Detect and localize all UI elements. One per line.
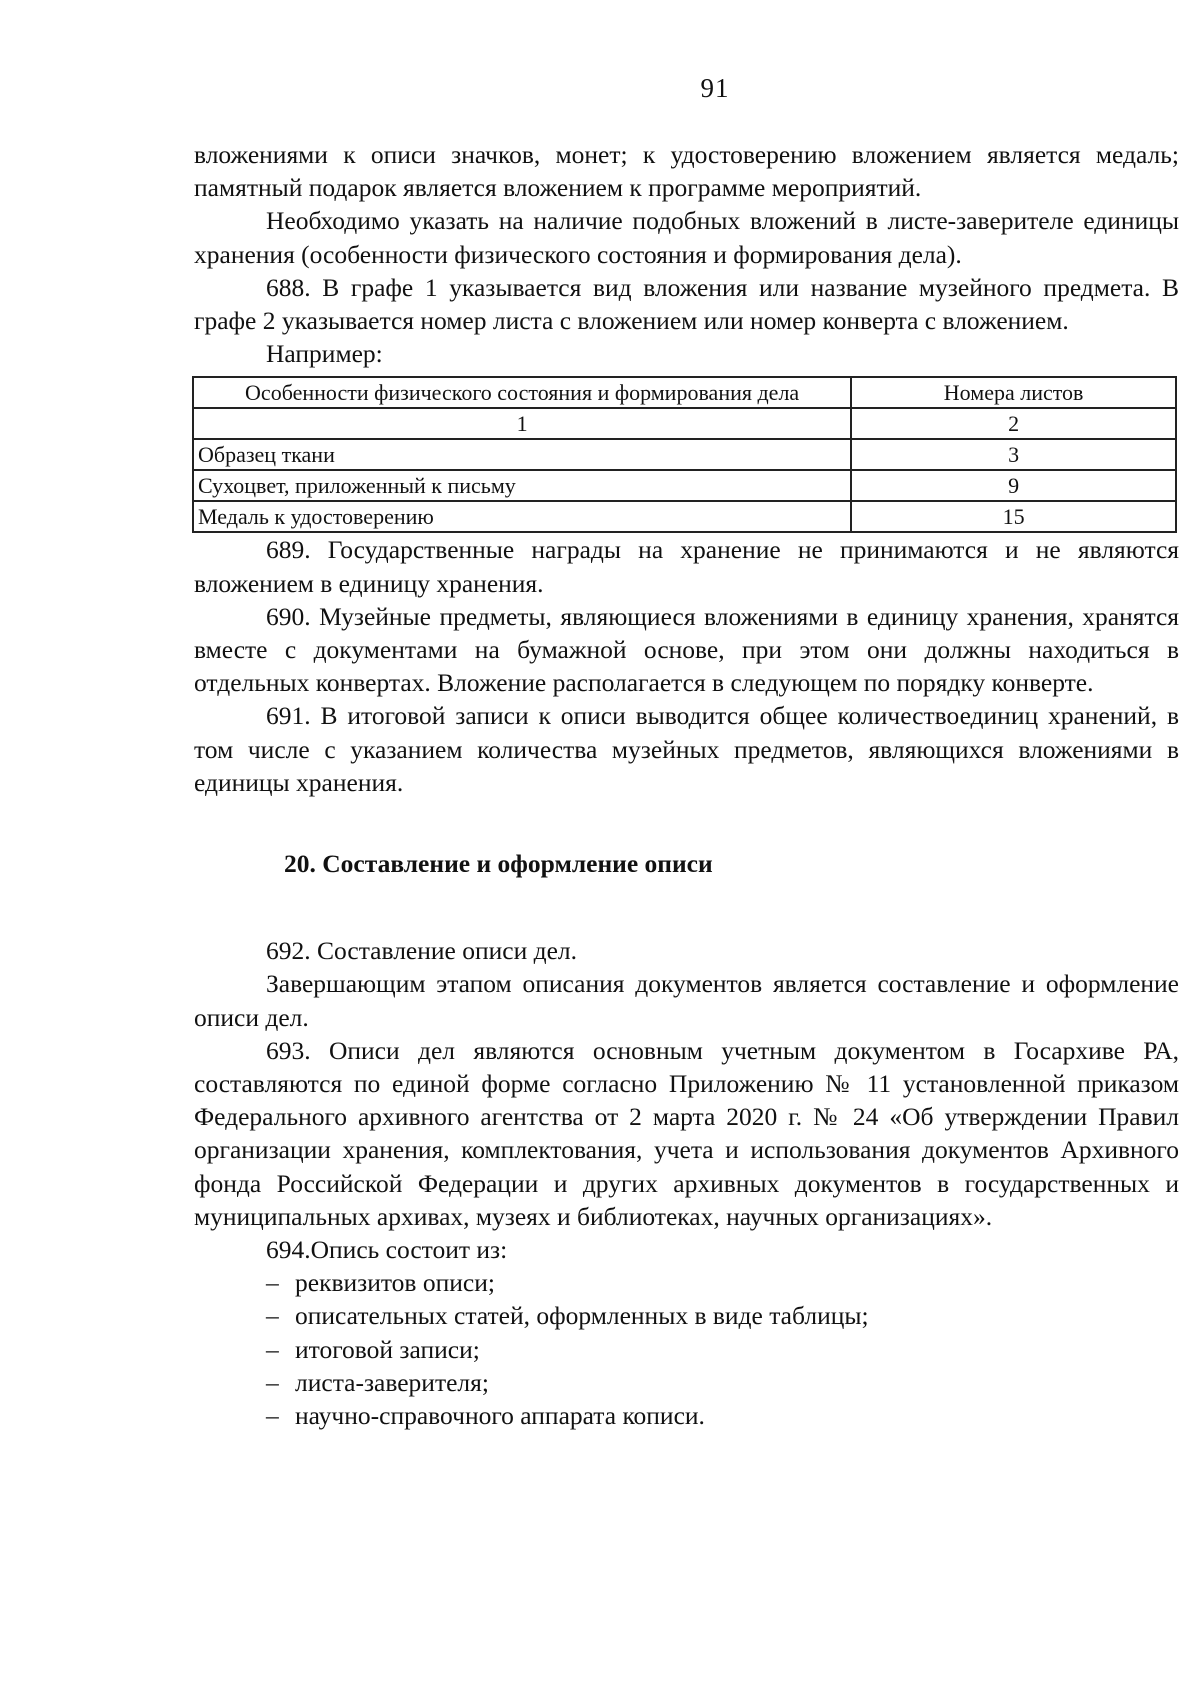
list-item-text: научно-справочного аппарата кописи.	[295, 1401, 705, 1431]
list-marker: –	[266, 1268, 279, 1298]
list-marker: –	[266, 1301, 279, 1331]
table-column-number-row	[193, 408, 1176, 439]
table-header-row	[193, 377, 1176, 408]
table-row	[193, 470, 1176, 501]
paragraph-attachments-note: Необходимо указать на наличие подобных вложений в листе-заверителе единицы хранения (особенности физического состояния и формирования дела).	[194, 206, 1179, 269]
table-cell-sheet-number: 9	[851, 470, 1176, 501]
table-column-number: 1	[193, 408, 851, 439]
list-item-text: описательных статей, оформленных в виде таблицы;	[295, 1301, 869, 1331]
table-row	[193, 439, 1176, 470]
paragraph-example-label: Например:	[266, 339, 383, 369]
table-cell-attachment: Сухоцвет, приложенный к письму	[193, 470, 851, 501]
paragraph-692: 692. Составление описи дел.	[266, 936, 577, 966]
table-cell-attachment: Образец ткани	[193, 439, 851, 470]
list-marker: –	[266, 1401, 279, 1431]
paragraph-final-stage: Завершающим этапом описания документов является составление и оформление описи дел.	[194, 969, 1179, 1032]
list-item	[194, 1366, 1179, 1399]
list-item	[194, 1333, 1179, 1366]
list-marker: –	[266, 1334, 279, 1364]
paragraph-689: 689. Государственные награды на хранение не принимаются и не являются вложением в единицу хранения.	[194, 535, 1179, 598]
page-number: 91	[700, 73, 730, 103]
section-heading: 20. Составление и оформление описи	[284, 849, 713, 879]
table-cell-sheet-number: 15	[851, 501, 1176, 532]
list-item-text: реквизитов описи;	[295, 1268, 495, 1298]
list-item	[194, 1299, 1179, 1332]
list-item-text: итоговой записи;	[295, 1334, 480, 1364]
table-header-cell: Номера листов	[851, 377, 1176, 408]
paragraph-691: 691. В итоговой записи к описи выводится общее количествоединиц хранений, в том числе с указанием количества музейных предметов, являющихся вложениями в единицы хранения.	[194, 701, 1179, 797]
list-item	[194, 1399, 1179, 1432]
paragraph-693: 693. Описи дел являются основным учетным документом в Госархиве РА, составляются по единой форме согласно Приложению № 11 установленной приказом Федерального архивного агентства от 2 марта 2020 г. № 24 «Об утверждении Правил организации хранения, комплектования, учета и использования документов Архивного фонда Российской Федерации и других архивных документов в государственных и муниципальных архивах, музеях и библиотеках, научных организациях».	[194, 1035, 1179, 1231]
table-cell-attachment: Медаль к удостоверению	[193, 501, 851, 532]
example-table	[192, 376, 1177, 533]
list-item	[194, 1266, 1179, 1299]
document-body	[194, 138, 1179, 1432]
paragraph-690: 690. Музейные предметы, являющиеся вложениями в единицу хранения, хранятся вместе с документами на бумажной основе, при этом они должны находиться в отдельных конвертах. Вложение располагается в следующем по порядку конверте.	[194, 601, 1179, 698]
table-column-number: 2	[851, 408, 1176, 439]
table-header-cell: Особенности физического состояния и формирования дела	[193, 377, 851, 408]
paragraph-688: 688. В графе 1 указывается вид вложения или название музейного предмета. В графе 2 указывается номер листа с вложением или номер конверта с вложением.	[194, 272, 1179, 336]
paragraph-continuation: вложениями к описи значков, монет; к удостоверению вложением является медаль; памятный подарок является вложением к программе мероприятий.	[194, 140, 1179, 203]
paragraph-694: 694.Опись состоит из:	[266, 1235, 508, 1265]
list-marker: –	[266, 1367, 279, 1397]
table-row	[193, 501, 1176, 532]
list-item-text: листа-заверителя;	[295, 1367, 489, 1397]
table-cell-sheet-number: 3	[851, 439, 1176, 470]
